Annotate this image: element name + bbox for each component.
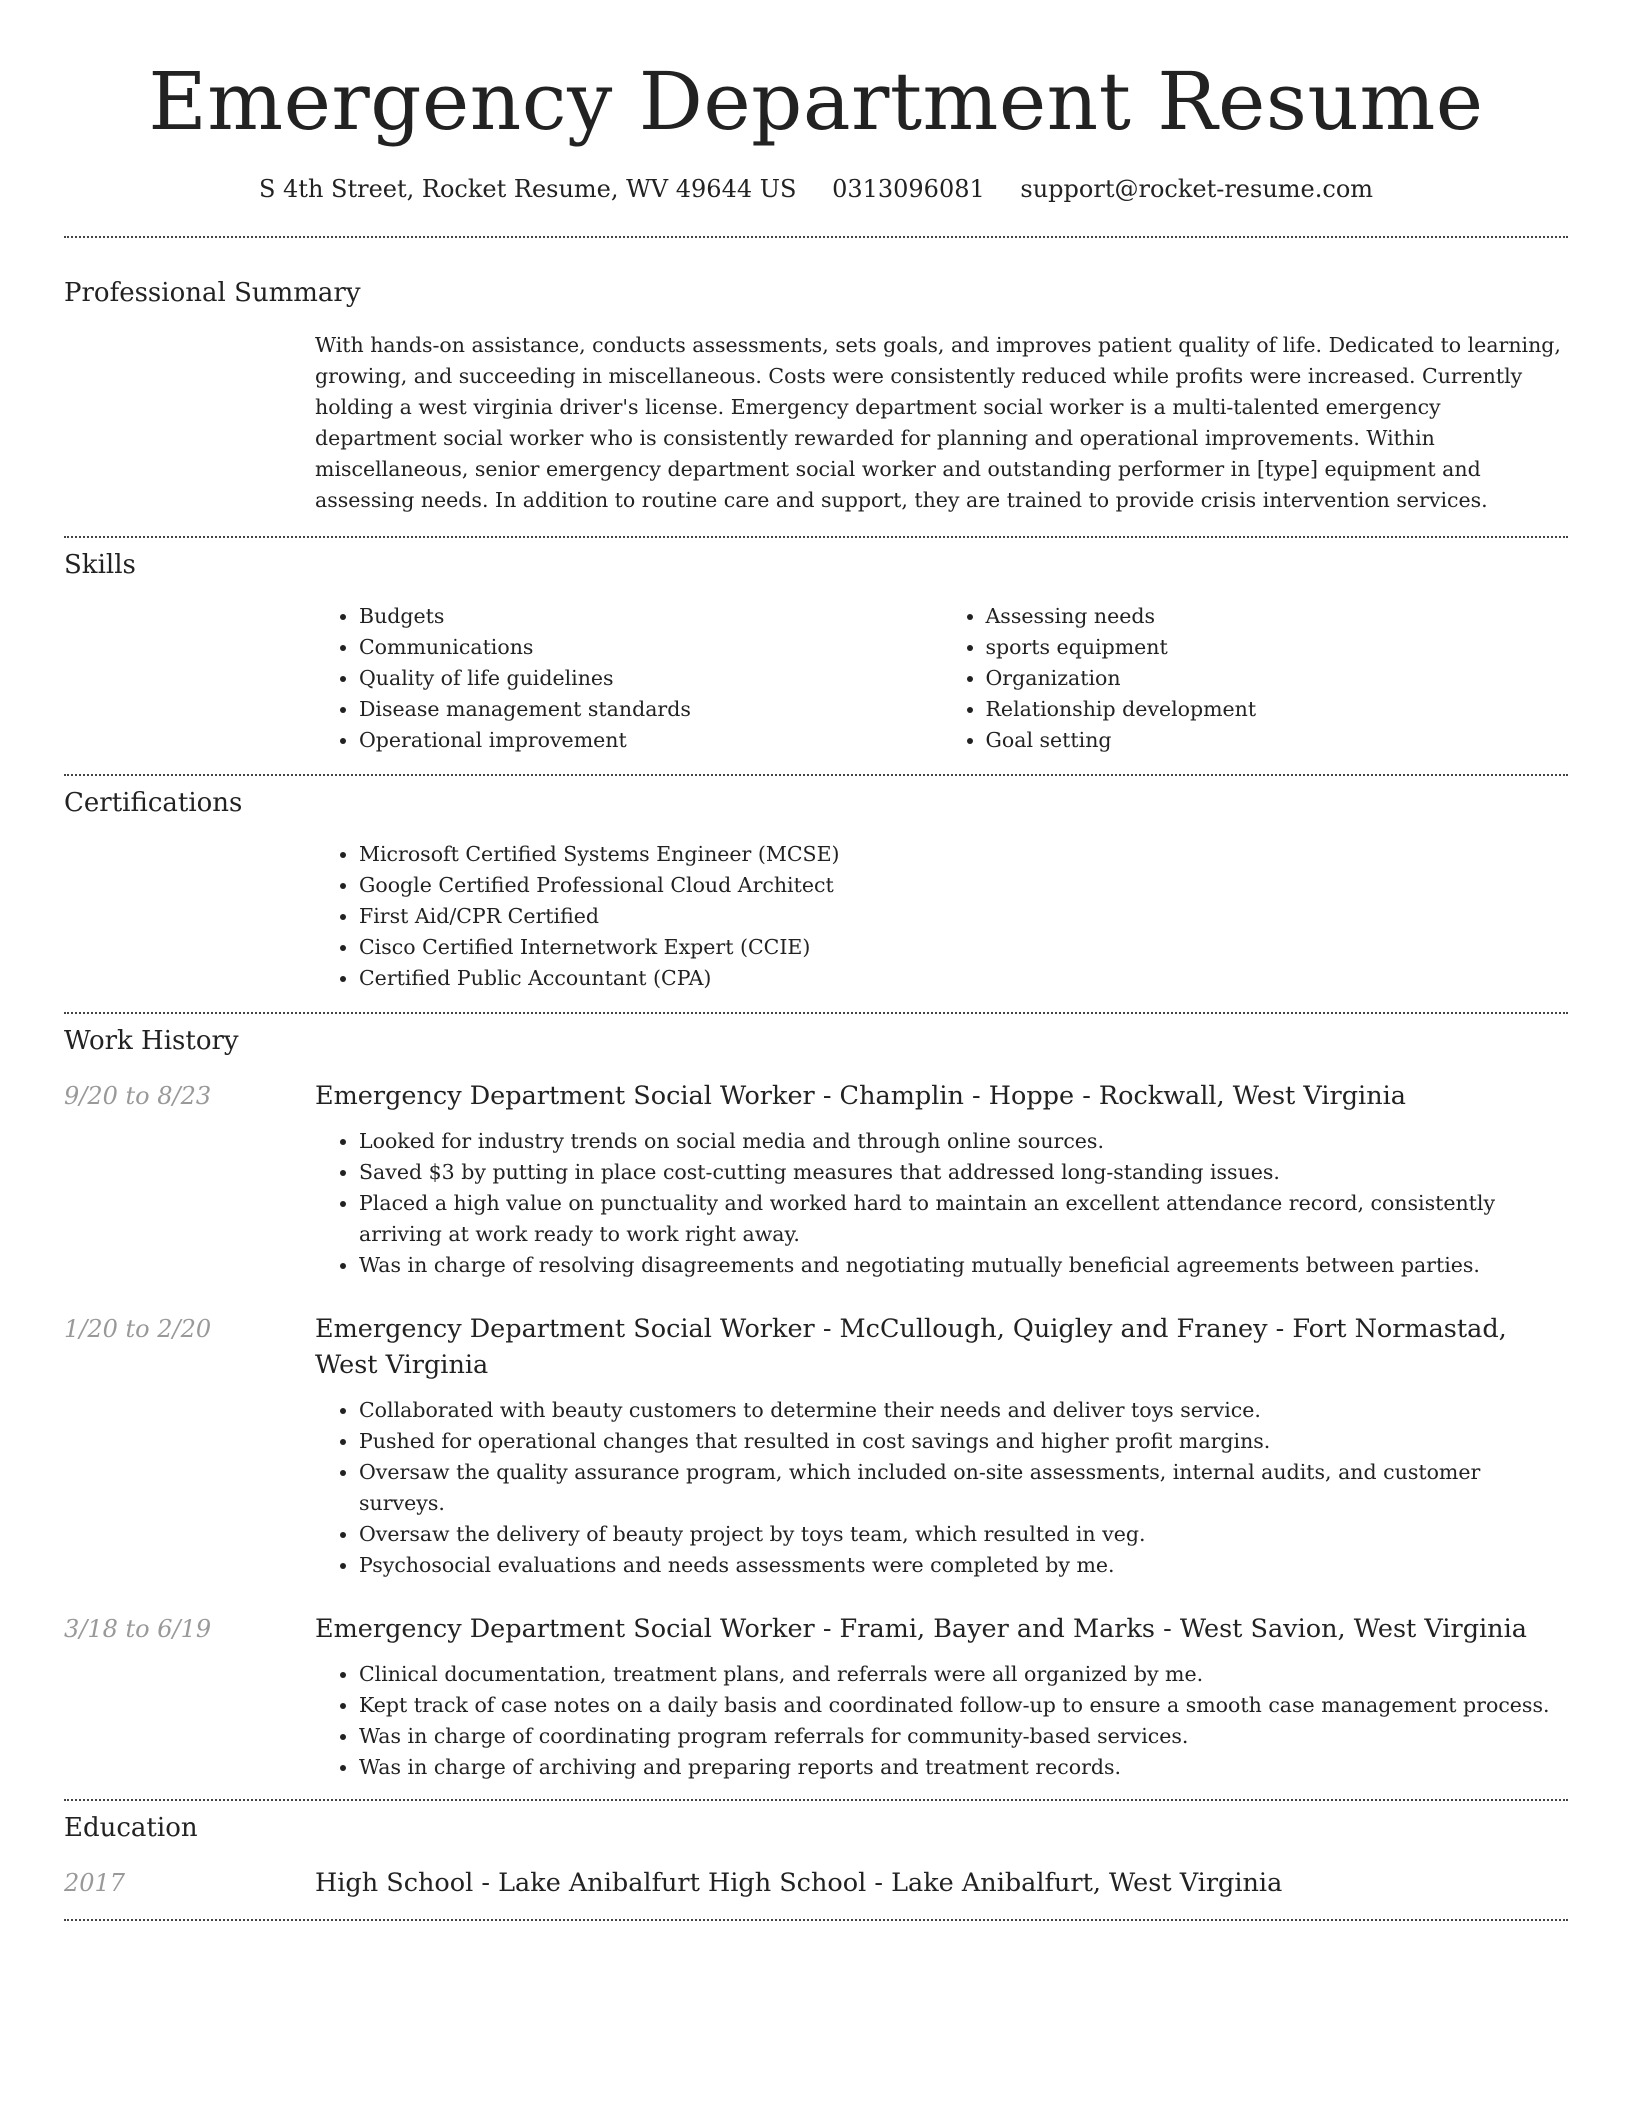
list-item: • Was in charge of resolving disagreements and negotiating mutually beneficial agreements between parties.	[359, 1250, 1568, 1281]
list-item: • Assessing needs	[986, 601, 1569, 632]
list-item: • Clinical documentation, treatment plans, and referrals were all organized by me.	[359, 1659, 1568, 1690]
skills-list-left	[315, 601, 942, 756]
summary-text: With hands-on assistance, conducts assessments, sets goals, and improves patient quality of life. Dedicated to learning, growing, and succeeding in miscellaneous. Costs were consistently reduced while profits were increased. Currently holding a west virginia driver's license. Emergency department social worker is a multi-talented emergency department social worker who is consistently rewarded for planning and operational improvements. Within miscellaneous, senior emergency department social worker and outstanding performer in [type] equipment and assessing needs. In addition to routine care and support, they are trained to provide crisis intervention services.	[315, 333, 1561, 512]
education-date: 2017	[64, 1869, 126, 1897]
list-item: • Relationship development	[986, 694, 1569, 725]
resume-title: Emergency Department Resume	[148, 55, 1484, 148]
job-title: Emergency Department Social Worker - Champlin - Hoppe - Rockwall, West Virginia	[315, 1081, 1406, 1111]
list-item: • Communications	[359, 632, 942, 663]
list-item: • Oversaw the quality assurance program, which included on-site assessments, internal audits, and customer surveys.	[359, 1457, 1568, 1519]
skills-section	[64, 538, 1568, 756]
job-date: 1/20 to 2/20	[64, 1315, 212, 1343]
education-entry	[64, 1865, 1568, 1901]
list-item: • Disease management standards	[359, 694, 942, 725]
job-entry	[64, 1611, 1568, 1783]
list-item: • Was in charge of archiving and preparing reports and treatment records.	[359, 1752, 1568, 1783]
list-item: • First Aid/CPR Certified	[359, 901, 1568, 932]
job-bullets	[315, 1395, 1568, 1581]
list-item: • Collaborated with beauty customers to determine their needs and deliver toys service.	[359, 1395, 1568, 1426]
list-item: • Cisco Certified Internetwork Expert (CCIE)	[359, 932, 1568, 963]
certifications-section	[64, 776, 1568, 994]
job-title: Emergency Department Social Worker - Frami, Bayer and Marks - West Savion, West Virginia	[315, 1614, 1527, 1644]
list-item: • Quality of life guidelines	[359, 663, 942, 694]
certifications-heading: Certifications	[64, 788, 243, 818]
job-bullets	[315, 1659, 1568, 1783]
contact-phone: 0313096081	[832, 175, 985, 203]
job-entry	[64, 1078, 1568, 1281]
list-item: • Certified Public Accountant (CPA)	[359, 963, 1568, 994]
work-history-heading: Work History	[64, 1026, 239, 1056]
list-item: • Kept track of case notes on a daily basis and coordinated follow-up to ensure a smooth case management process.	[359, 1690, 1568, 1721]
contact-line	[64, 172, 1568, 206]
skills-list-right	[942, 601, 1569, 756]
contact-email: support@rocket-resume.com	[1020, 175, 1374, 203]
list-item: • Goal setting	[986, 725, 1569, 756]
list-item: • Psychosocial evaluations and needs assessments were completed by me.	[359, 1550, 1568, 1581]
skills-heading: Skills	[64, 550, 136, 580]
list-item: • sports equipment	[986, 632, 1569, 663]
summary-heading: Professional Summary	[64, 278, 361, 308]
job-bullets	[315, 1126, 1568, 1281]
job-entry	[64, 1311, 1568, 1581]
job-date: 3/18 to 6/19	[64, 1615, 212, 1643]
list-item: • Operational improvement	[359, 725, 942, 756]
education-heading: Education	[64, 1813, 198, 1843]
list-item: • Oversaw the delivery of beauty project by toys team, which resulted in veg.	[359, 1519, 1568, 1550]
job-title: Emergency Department Social Worker - McCullough, Quigley and Franey - Fort Normastad, West Virginia	[315, 1314, 1507, 1380]
education-title: High School - Lake Anibalfurt High School - Lake Anibalfurt, West Virginia	[315, 1868, 1283, 1898]
work-history-section	[64, 1014, 1568, 1783]
list-item: • Was in charge of coordinating program referrals for community-based services.	[359, 1721, 1568, 1752]
education-section	[64, 1801, 1568, 1901]
contact-address: S 4th Street, Rocket Resume, WV 49644 US	[258, 175, 797, 203]
list-item: • Organization	[986, 663, 1569, 694]
list-item: • Pushed for operational changes that resulted in cost savings and higher profit margins.	[359, 1426, 1568, 1457]
list-item: • Google Certified Professional Cloud Architect	[359, 870, 1568, 901]
list-item: • Saved $3 by putting in place cost-cutting measures that addressed long-standing issues.	[359, 1157, 1568, 1188]
certifications-list	[315, 839, 1568, 994]
job-date: 9/20 to 8/23	[64, 1082, 212, 1110]
summary-section	[64, 238, 1568, 516]
list-item: • Budgets	[359, 601, 942, 632]
list-item: • Looked for industry trends on social media and through online sources.	[359, 1126, 1568, 1157]
section-divider	[64, 1919, 1568, 1921]
list-item: • Placed a high value on punctuality and worked hard to maintain an excellent attendance record, consistently arriving at work ready to work right away.	[359, 1188, 1568, 1250]
list-item: • Microsoft Certified Systems Engineer (MCSE)	[359, 839, 1568, 870]
